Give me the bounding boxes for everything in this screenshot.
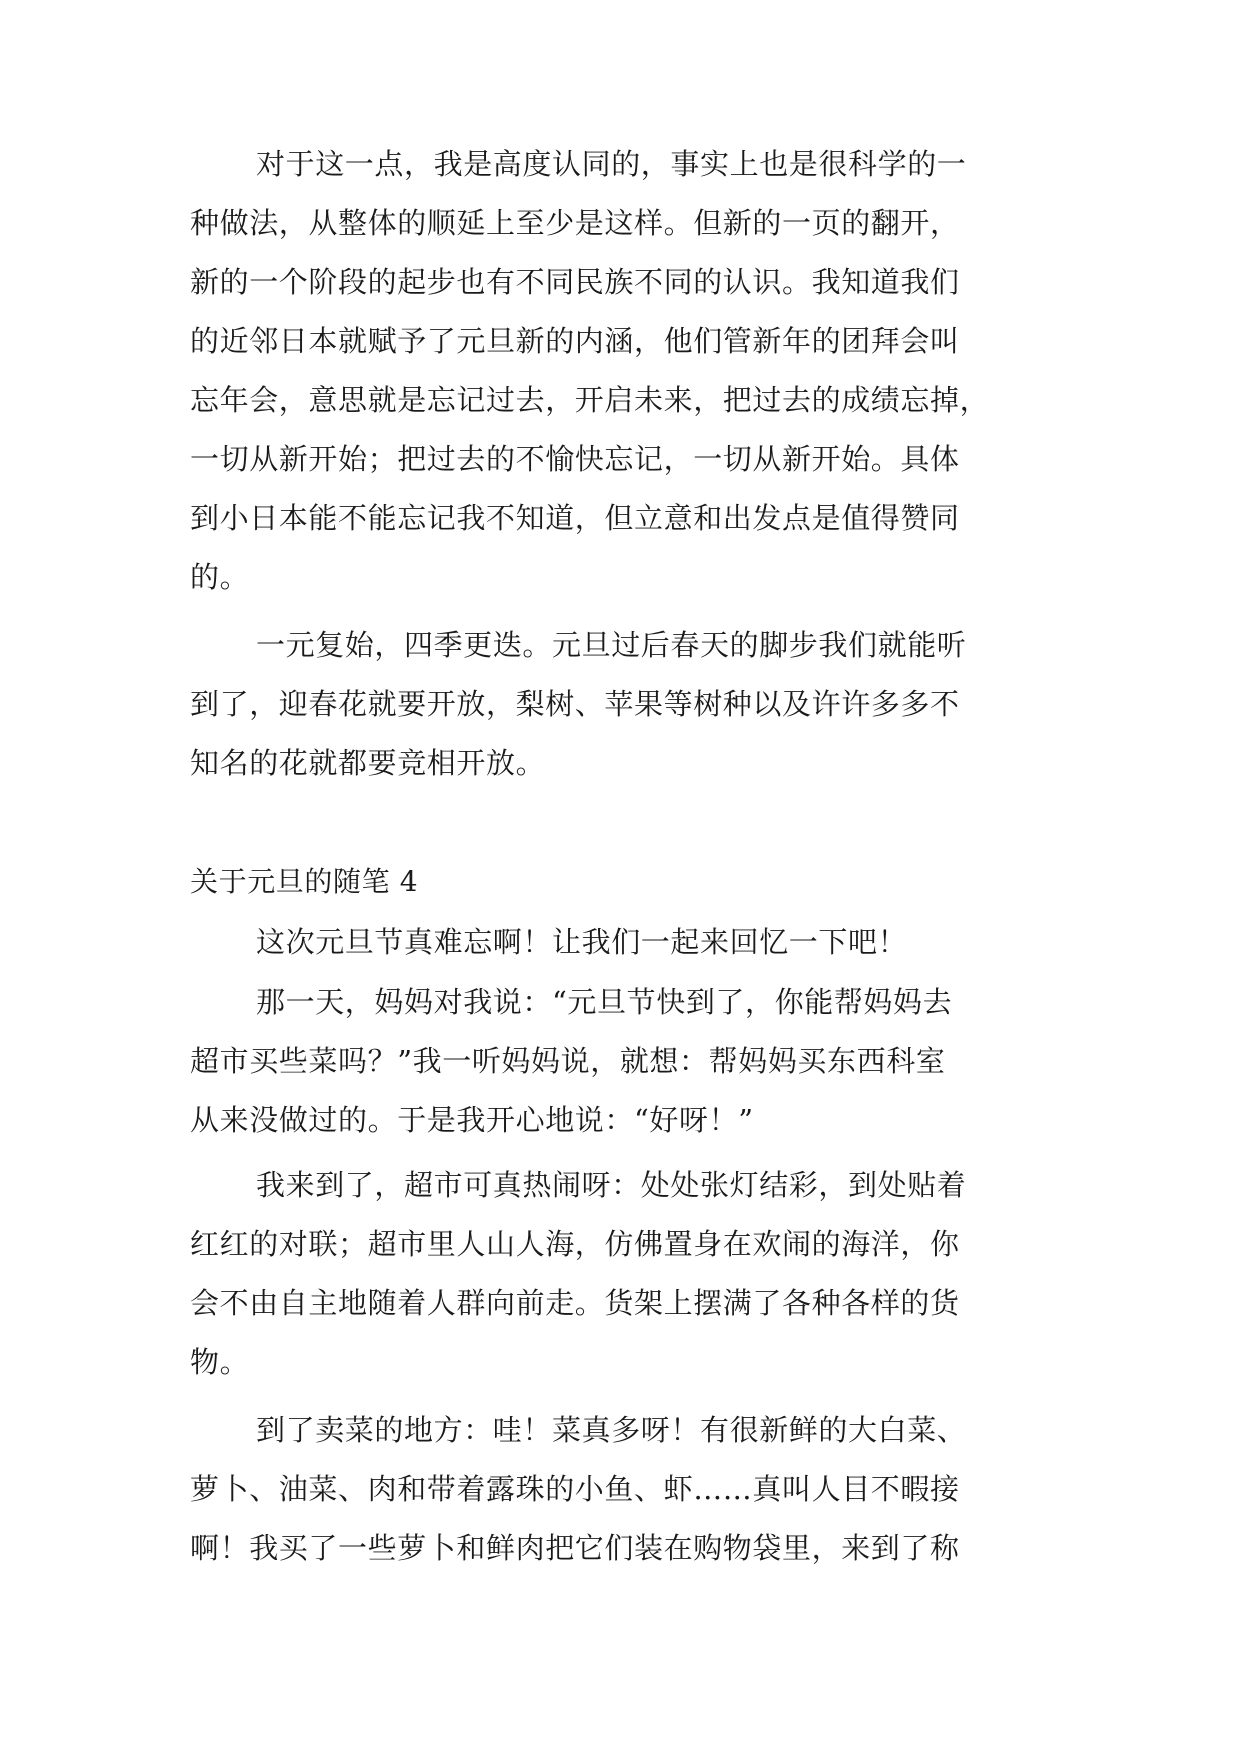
paragraph-line: 超市买些菜吗？”我一听妈妈说，就想：帮妈妈买东西科室 xyxy=(190,1044,946,1078)
paragraph-line: 一切从新开始；把过去的不愉快忘记，一切从新开始。具体 xyxy=(190,442,960,476)
paragraph-line: 知名的花就都要竞相开放。 xyxy=(190,746,546,780)
paragraph-line: 物。 xyxy=(190,1345,250,1379)
paragraph-line: 这次元旦节真难忘啊！让我们一起来回忆一下吧！ xyxy=(256,925,908,959)
paragraph-line: 新的一个阶段的起步也有不同民族不同的认识。我知道我们 xyxy=(190,265,960,299)
paragraph-line: 那一天，妈妈对我说：“元旦节快到了，你能帮妈妈去 xyxy=(256,985,953,1019)
paragraph-line: 到了，迎春花就要开放，梨树、苹果等树种以及许许多多不 xyxy=(190,687,960,721)
paragraph-line: 啊！我买了一些萝卜和鲜肉把它们装在购物袋里，来到了称 xyxy=(190,1531,960,1565)
paragraph-line: 从来没做过的。于是我开心地说：“好呀！” xyxy=(190,1103,754,1137)
section-heading: 关于元旦的随笔 4 xyxy=(190,865,419,898)
paragraph-line: 红红的对联；超市里人山人海，仿佛置身在欢闹的海洋，你 xyxy=(190,1227,960,1261)
paragraph-line: 的。 xyxy=(190,560,250,594)
paragraph-line: 种做法，从整体的顺延上至少是这样。但新的一页的翻开， xyxy=(190,206,960,240)
paragraph-line: 忘年会，意思就是忘记过去，开启未来，把过去的成绩忘掉， xyxy=(190,383,990,417)
paragraph-line: 一元复始，四季更迭。元旦过后春天的脚步我们就能听 xyxy=(256,628,967,662)
paragraph-line: 我来到了，超市可真热闹呀：处处张灯结彩，到处贴着 xyxy=(256,1168,967,1202)
paragraph-line: 对于这一点，我是高度认同的，事实上也是很科学的一 xyxy=(256,147,967,181)
paragraph-line: 的近邻日本就赋予了元旦新的内涵，他们管新年的团拜会叫 xyxy=(190,324,960,358)
paragraph-line: 到了卖菜的地方：哇！菜真多呀！有很新鲜的大白菜、 xyxy=(256,1413,967,1447)
paragraph-line: 萝卜、油菜、肉和带着露珠的小鱼、虾……真叫人目不暇接 xyxy=(190,1472,960,1506)
paragraph-line: 到小日本能不能忘记我不知道，但立意和出发点是值得赞同 xyxy=(190,501,960,535)
paragraph-line: 会不由自主地随着人群向前走。货架上摆满了各种各样的货 xyxy=(190,1286,960,1320)
